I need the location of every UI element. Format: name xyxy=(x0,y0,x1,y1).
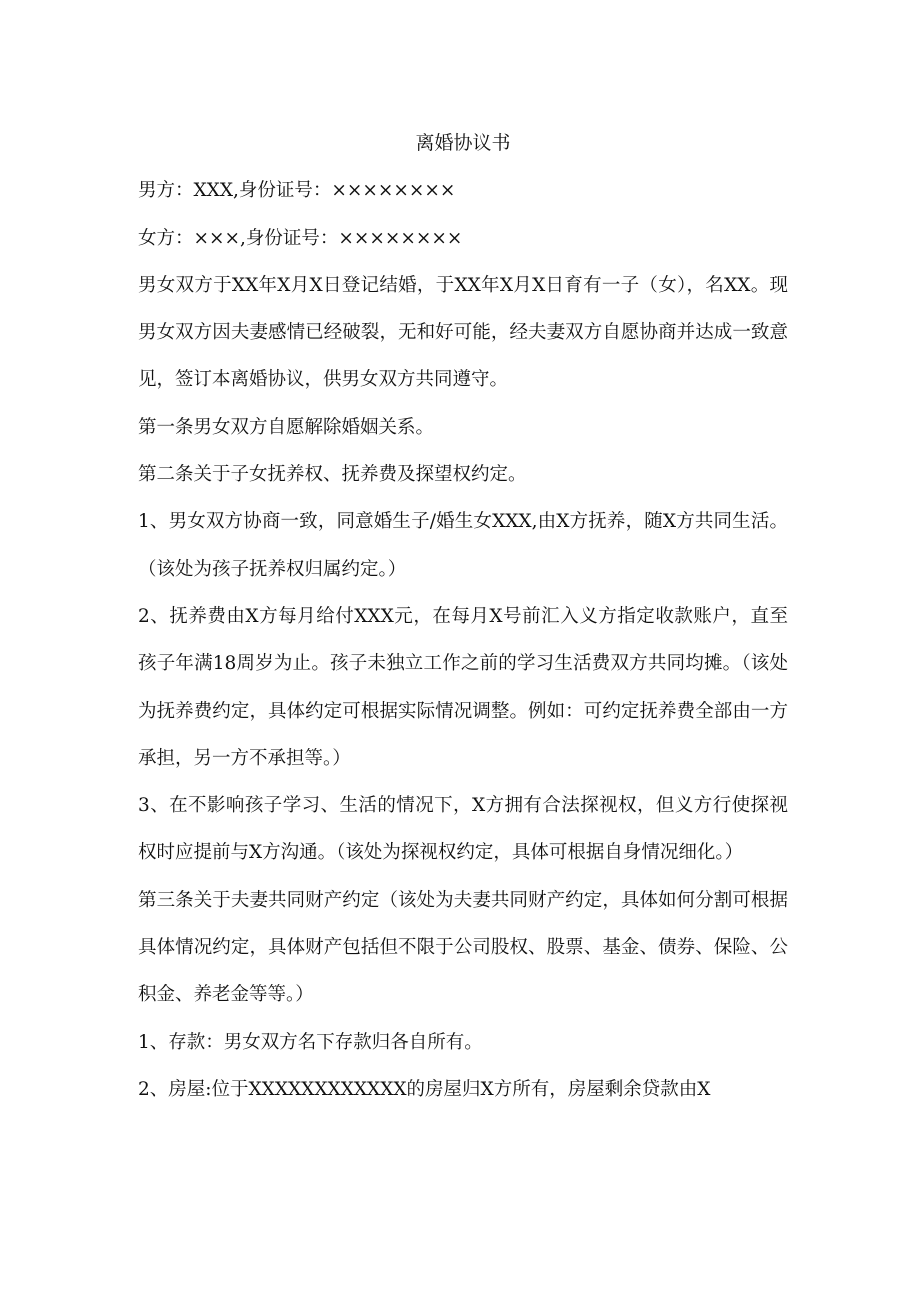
preamble-paragraph: 男女双方于XX年X月X日登记结婚，于XX年X月X日育有一子（女），名XX。现男女双方因夫妻感情已经破裂，无和好可能，经夫妻双方自愿协商并达成一致意见，签订本离婚协议，供男女双方共同遵守。 xyxy=(138,274,788,391)
party-male-line: 男方：XXX,身份证号：×××××××× xyxy=(138,180,456,202)
article-2-item-1: 1、男女双方协商一致，同意婚生子/婚生女XXX,由X方抚养，随X方共同生活。（该处为孩子抚养权归属约定。） xyxy=(138,511,788,580)
article-3-heading: 第三条关于夫妻共同财产约定（该处为夫妻共同财产约定，具体如何分割可根据具体情况约定，具体财产包括但不限于公司股权、股票、基金、债券、保险、公积金、养老金等等。） xyxy=(138,889,788,1006)
article-1-heading: 第一条男女双方自愿解除婚姻关系。 xyxy=(138,416,435,438)
article-3-item-2: 2、房屋:位于XXXXXXXXXXXX的房屋归X方所有，房屋剩余贷款由X xyxy=(138,1078,711,1100)
party-female-line: 女方：×××,身份证号：×××××××× xyxy=(138,227,463,249)
article-3-item-1: 1、存款：男女双方名下存款归各自所有。 xyxy=(138,1031,483,1053)
document-title: 离婚协议书 xyxy=(415,132,511,154)
article-2-item-2: 2、抚养费由X方每月给付XXX元，在每月X号前汇入义方指定收款账户，直至孩子年满18周岁为止。孩子未独立工作之前的学习生活费双方共同均摊。（该处为抚养费约定，具体约定可根据实际情况调整。例如：可约定抚养费全部由一方承担，另一方不承担等。） xyxy=(138,605,788,769)
article-2-item-3: 3、在不影响孩子学习、生活的情况下，X方拥有合法探视权，但义方行使探视权时应提前与X方沟通。（该处为探视权约定，具体可根据自身情况细化。） xyxy=(138,795,788,864)
article-2-heading: 第二条关于子女抚养权、抚养费及探望权约定。 xyxy=(138,464,527,486)
document-body xyxy=(138,120,788,1113)
